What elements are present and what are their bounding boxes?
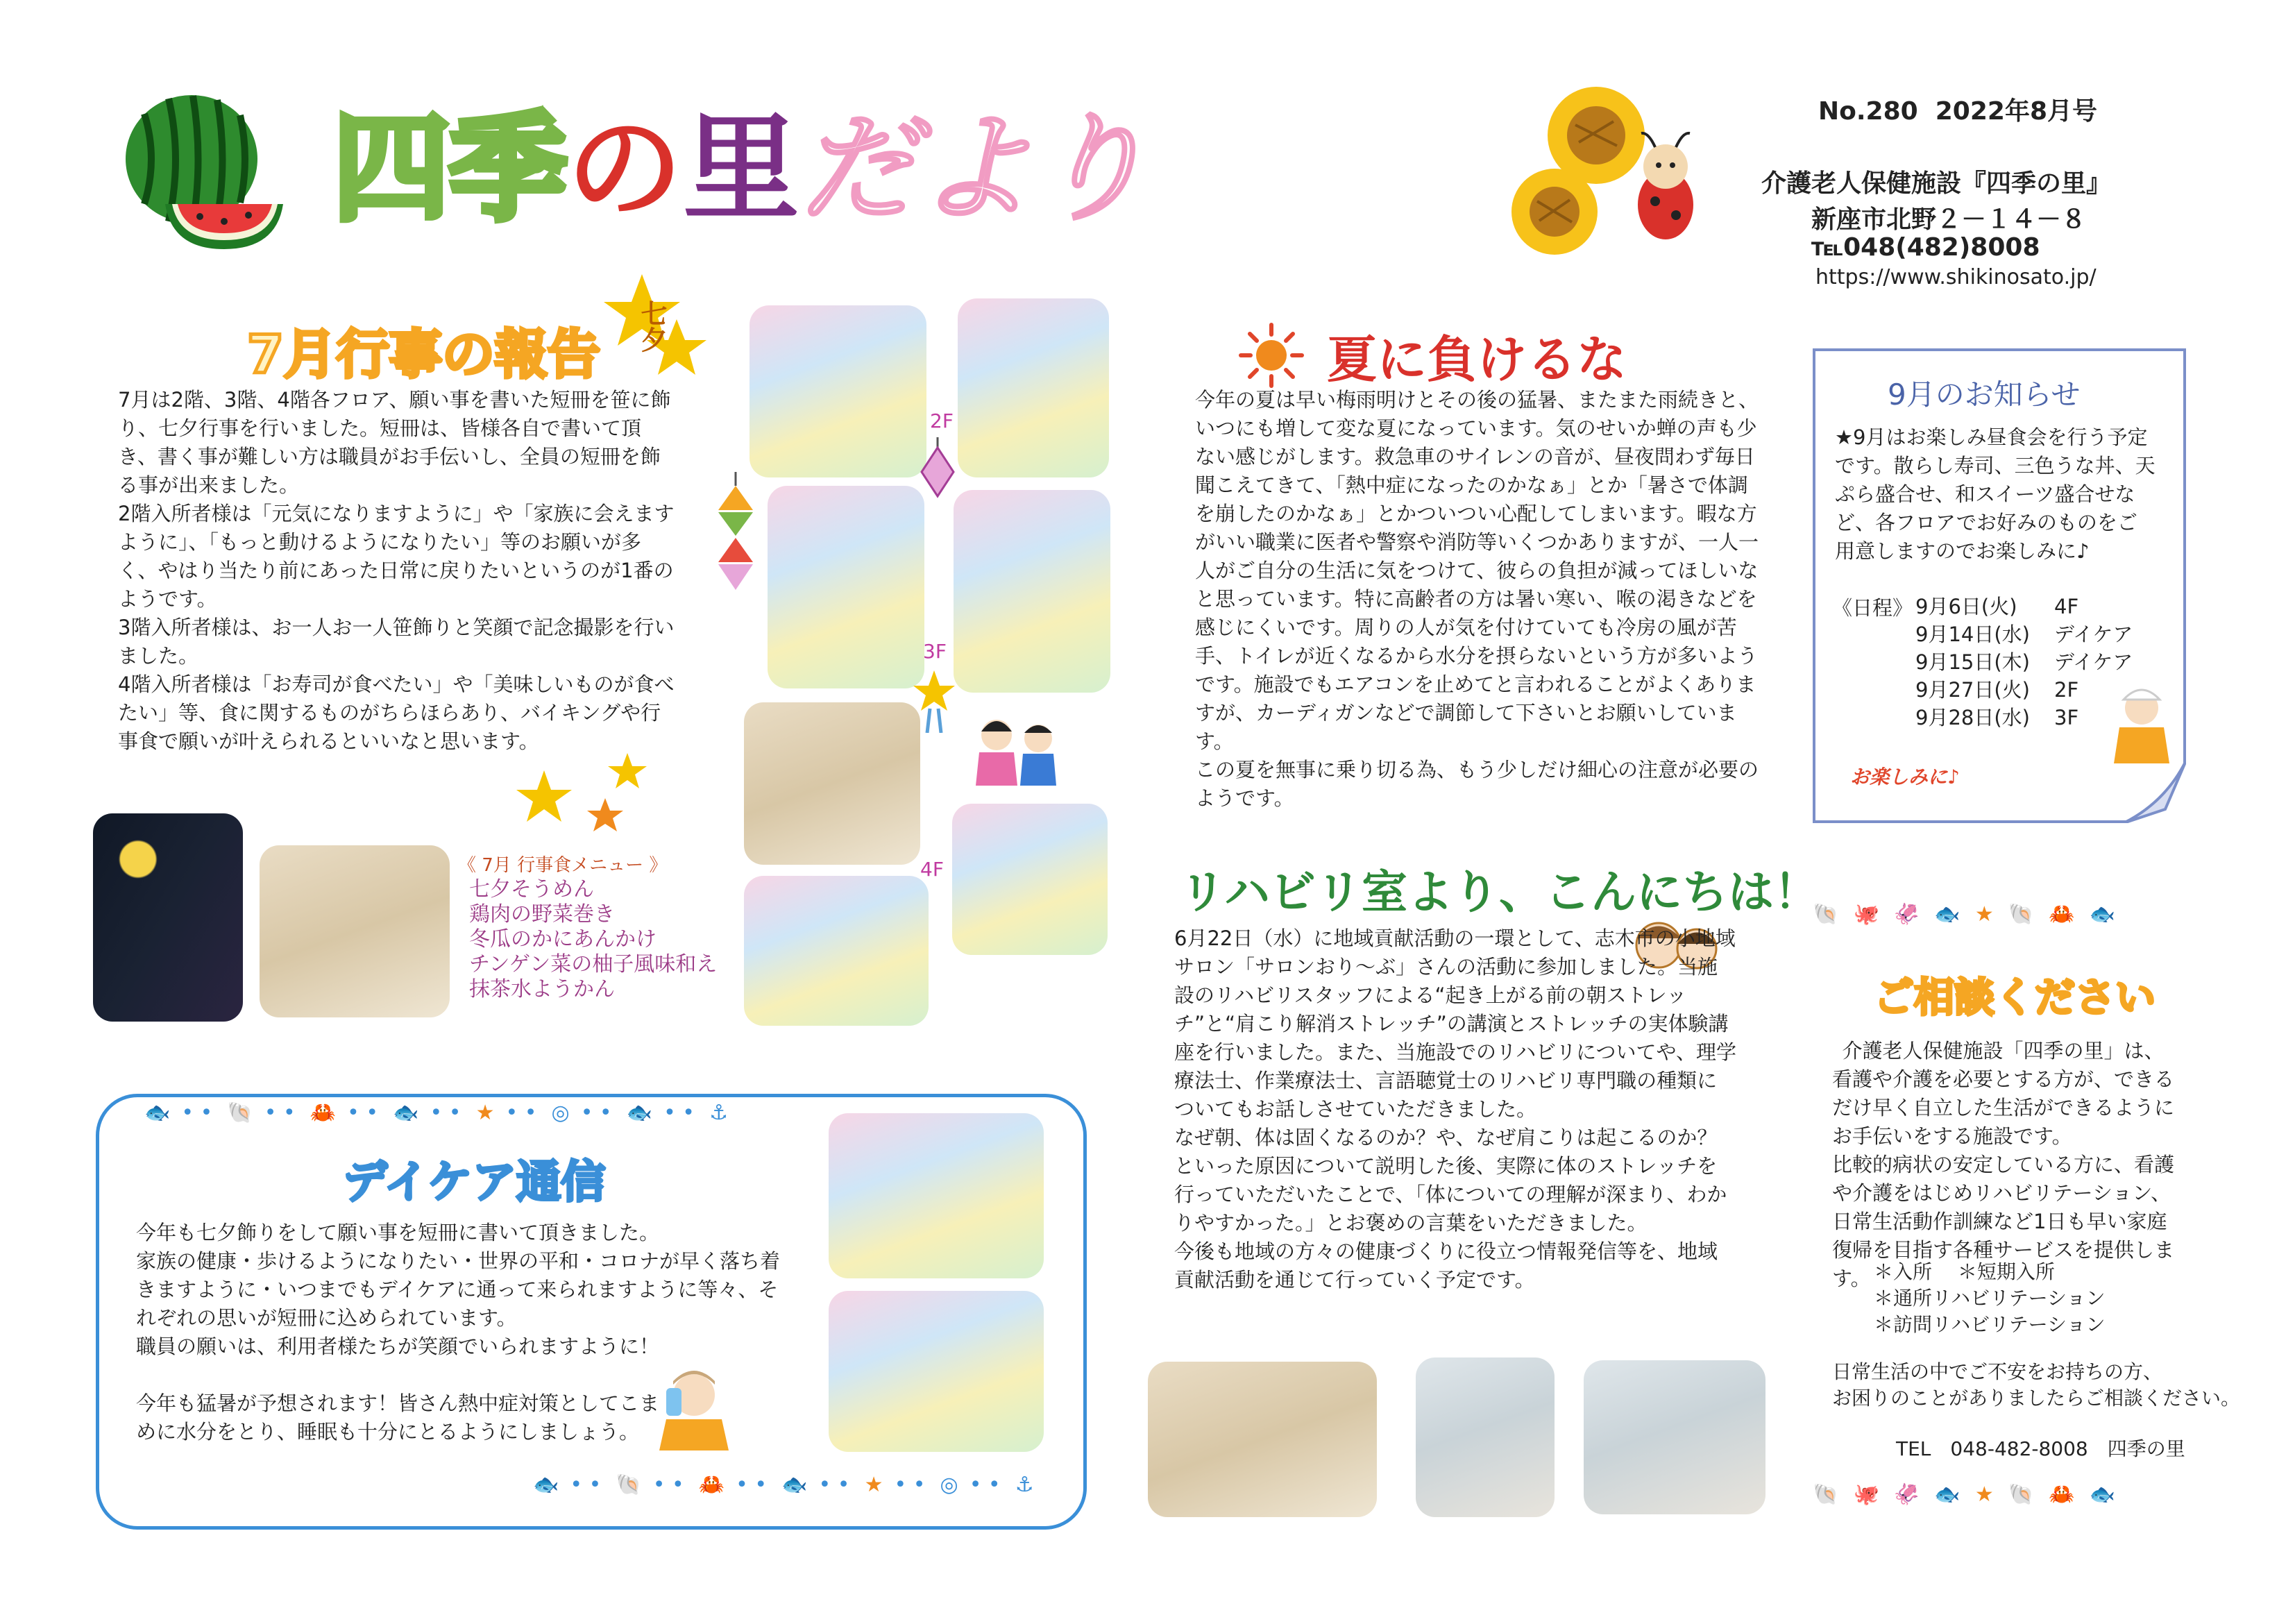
ornament-icon xyxy=(715,472,756,597)
rehab-paragraph: 今後も地域の方々の健康づくりに役立つ情報発信等を、地域貢献活動を通じて行っていく予定です。 xyxy=(1174,1240,1718,1292)
crab-icon: 🦀 xyxy=(2049,1482,2075,1507)
chef-illustration xyxy=(2107,680,2176,763)
daycare-paragraph: 今年も猛暑が予想されます！皆さん熱中症対策としてこまめに水分をとり、睡眠も十分にとるようにしましょう。 xyxy=(136,1392,660,1444)
menu-item: 鶏肉の野菜巻き xyxy=(469,902,615,927)
consult-contact: TEL 048-482-8008 四季の里 xyxy=(1896,1437,2185,1460)
title-dayori: だより xyxy=(799,101,1149,237)
orihime-hikoboshi-icon xyxy=(969,711,1066,787)
facility-name: 介護老人保健施設『四季の里』 xyxy=(1761,169,2112,198)
rehab-paragraph: なぜ朝、体は固くなるのか？や、なぜ肩こりは起こるのか？といった原因について説明した後、実際に体のストレッチを行っていただいたことで、「体についての理解が深まり、わかりやすかった。」とお褒めの言葉をいただきました。 xyxy=(1174,1126,1727,1235)
photo-daycare-tanabata-2 xyxy=(829,1291,1044,1452)
summer-paragraph: この夏を無事に乗り切る為、もう少しだけ細心の注意が必要のようです。 xyxy=(1195,758,1759,810)
drinking-man-illustration xyxy=(645,1360,743,1450)
schedule-row: 9月28日(水) 3F xyxy=(1915,706,2079,729)
facility-address: 新座市北野２－１４－８ xyxy=(1811,205,2087,234)
summer-body xyxy=(1195,386,1764,813)
july-report-paragraph: 2階入所者様は「元気になりますように」や「家族に会えますように」、「もっと動けるようになりたい」等のお願いが多く、やはり当たり前にあった日常に戻りたいというのが1番のようです。 xyxy=(118,502,675,611)
shell-icon: 🐚 xyxy=(2008,1482,2035,1507)
website-link[interactable]: https://www.shikinosato.jp/ xyxy=(1815,265,2097,289)
floor-label-3f: 3F xyxy=(923,640,947,663)
float-ring-icon: ◎ xyxy=(551,1101,570,1125)
shell-icon: 🐚 xyxy=(2008,902,2035,927)
consult-title: ご相談ください xyxy=(1874,974,2156,1021)
octopus-icon: 🐙 xyxy=(1853,902,1879,927)
fish-icon: 🐟 xyxy=(1934,1482,1961,1507)
fish-icon: 🐟 xyxy=(1934,902,1961,927)
fish-icon: 🐟 xyxy=(533,1473,559,1497)
crab-icon: 🦀 xyxy=(698,1473,725,1497)
watermelon-icon xyxy=(117,86,304,253)
september-schedule-label: 《日程》 xyxy=(1832,596,1913,620)
schedule-row: 9月27日(火) 2F xyxy=(1915,678,2079,702)
photo-3f-resident-left xyxy=(768,486,924,688)
menu-item: 七夕そうめん xyxy=(469,877,594,902)
daycare-paragraph: 家族の健康・歩けるようになりたい・世界の平和・コロナが早く落ち着きますように・いつまでもデイケアに通って来られますように等々、それぞれの思いが短冊に込められています。 xyxy=(136,1249,781,1330)
rehab-body xyxy=(1174,924,1736,1294)
consult-paragraph: 比較的病状の安定している方に、看護や介護をはじめリハビリテーション、日常生活動作訓練など1日も早い家庭復帰を目指す各種サービスを提供します。 xyxy=(1832,1153,2175,1290)
anchor-icon: ⚓ xyxy=(709,1101,729,1125)
facility-tel: ℡048(482)8008 xyxy=(1811,233,2040,262)
photo-2f-bamboo-left xyxy=(750,305,926,477)
september-closing: お楽しみに♪ xyxy=(1850,766,1960,788)
menu-item: チンゲン菜の柚子風味和え xyxy=(469,952,718,976)
service-item: ＊入所 ＊短期入所 xyxy=(1874,1260,2055,1283)
floor-label-4f: 4F xyxy=(920,858,944,881)
tanabata-badge-text: 七夕 xyxy=(636,300,667,353)
menu-title: 《 7月 行事食メニュー 》 xyxy=(458,855,668,876)
photo-3f-resident-right xyxy=(954,490,1110,693)
july-report-paragraph: 4階入所者様は「お寿司が食べたい」や「美味しいものが食べたい」等、食に関するものがちらほらあり、バイキングや行事食で願いが叶えられるといいなと思います。 xyxy=(118,673,675,753)
sea-creature-strip-consult-bottom xyxy=(1807,1482,2121,1507)
sunflower-ladybug-illustration xyxy=(1499,83,1728,257)
consult-closing-line: 日常生活の中でご不安をお持ちの方、 xyxy=(1832,1360,2163,1383)
service-item: ＊通所リハビリテーション xyxy=(1874,1287,2106,1310)
photo-2f-bamboo-right xyxy=(958,298,1109,477)
shell-icon: 🐚 xyxy=(1813,902,1839,927)
title-char-2: 季 xyxy=(450,101,566,237)
photo-tanabata-art xyxy=(93,813,243,1022)
schedule-row: 9月15日(木) デイケア xyxy=(1915,650,2133,674)
title-char-4: 里 xyxy=(683,101,799,237)
anchor-icon: ⚓ xyxy=(1015,1473,1034,1497)
photo-event-meal xyxy=(260,845,450,1017)
september-title: 9月のお知らせ xyxy=(1888,378,2081,412)
consult-body xyxy=(1832,1037,2179,1293)
july-report-paragraph: 3階入所者様は、お一人お一人笹飾りと笑顔で記念撮影を行いました。 xyxy=(118,616,675,668)
float-ring-icon: ◎ xyxy=(940,1473,958,1497)
octopus-icon: 🐙 xyxy=(1853,1482,1879,1507)
squid-icon: 🦑 xyxy=(1893,902,1920,927)
menu-list xyxy=(469,877,717,1002)
fish-icon: 🐟 xyxy=(626,1101,653,1125)
consult-closing xyxy=(1832,1359,2240,1412)
photo-daycare-tanabata-1 xyxy=(829,1113,1044,1278)
fish-icon: 🐟 xyxy=(781,1473,808,1497)
july-report-title: 7月行事の報告 xyxy=(247,323,600,385)
summer-title: 夏に負けるな xyxy=(1327,330,1627,389)
service-item: ＊訪問リハビリテーション xyxy=(1874,1313,2106,1336)
newsletter-title xyxy=(333,103,1149,235)
page-curl-icon xyxy=(2124,761,2186,823)
rehab-title: リハビリ室より、こんにちは！ xyxy=(1180,865,1820,919)
daycare-paragraph: 職員の願いは、利用者様たちが笑顔でいられますように！ xyxy=(136,1335,660,1358)
schedule-row: 9月6日(火) 4F xyxy=(1915,595,2079,618)
starfish-icon: ★ xyxy=(1974,902,1994,927)
tanabata-star-badge xyxy=(604,271,708,389)
consult-paragraph: 介護老人保健施設「四季の里」は、看護や介護を必要とする方が、できるだけ早く自立した生活ができるようにお手伝いをする施設です。 xyxy=(1832,1039,2175,1148)
photo-4f-tanzaku-strips xyxy=(744,876,929,1026)
daycare-paragraph: 今年も七夕飾りをして願い事を短冊に書いて頂きました。 xyxy=(136,1221,660,1244)
crab-icon: 🦀 xyxy=(310,1101,337,1125)
menu-item: 抹茶水ようかん xyxy=(469,977,615,1001)
crab-icon: 🦀 xyxy=(2049,902,2075,927)
shell-icon: 🐚 xyxy=(1813,1482,1839,1507)
title-char-3: の xyxy=(566,101,683,237)
july-report-paragraph: 7月は2階、3階、4階各フロア、願い事を書いた短冊を笹に飾り、七夕行事を行いました。短冊は、皆様各自で書いて頂き、書く事が難しい方は職員がお手伝いし、全員の短冊を飾る事が出来ました。 xyxy=(118,388,671,497)
starfish-icon: ★ xyxy=(1974,1482,1994,1507)
shell-icon: 🐚 xyxy=(227,1101,253,1125)
starfish-icon: ★ xyxy=(475,1101,495,1125)
photo-4f-resident xyxy=(952,804,1108,955)
photo-rehab-session-1 xyxy=(1148,1362,1377,1517)
sea-creature-strip-bottom: 🐟 • • 🐚 • • 🦀 • • 🐟 • • ★ • • ◎ • • ⚓ xyxy=(533,1473,1034,1497)
photo-rehab-session-3 xyxy=(1584,1360,1765,1514)
floor-label-2f: 2F xyxy=(930,409,954,432)
shell-icon: 🐚 xyxy=(616,1473,642,1497)
fish-icon: 🐟 xyxy=(2089,902,2116,927)
sun-icon xyxy=(1238,322,1305,389)
fish-icon: 🐟 xyxy=(2089,1482,2116,1507)
decorative-stars xyxy=(516,750,648,840)
photo-rehab-session-2 xyxy=(1416,1357,1555,1517)
july-report-body xyxy=(118,386,680,756)
issue-number: No.280 2022年8月号 xyxy=(1818,97,2097,126)
fish-icon: 🐟 xyxy=(144,1101,171,1125)
sea-creature-strip-consult-top xyxy=(1807,902,2121,927)
photo-4f-dining-room xyxy=(744,702,920,865)
title-char-1: 四 xyxy=(333,101,450,237)
daycare-title: デイケア通信 xyxy=(343,1157,606,1208)
summer-paragraph: 今年の夏は早い梅雨明けとその後の猛暑、またまた雨続きと、いつにも増して変な夏になっています。気のせいか蝉の声も少ない感じがします。救急車のサイレンの音が、昼夜問わず毎日聞こえてきて、「熱中症になったのかなぁ」とか「暑さで体調を崩したのかなぁ」とかついつい心配してしまいます。暇な方がいい職業に医者や警察や消防等いくつかありますが、一人一人がご自分の生活に気をつけて、彼らの負担が減ってほしいなと思っています。特に高齢者の方は暑い寒い、喉の渇きなどを感じにくいです。周りの人が気を付けていても冷房の風が苦手、トイレが近くなるから水分を摂らないという方が多いようです。施設でもエアコンを止めてと言われることがよくありますが、カーディガンなどで調節して下さいとお願いしています。 xyxy=(1195,388,1759,753)
september-schedule xyxy=(1915,593,2133,731)
consult-services xyxy=(1874,1259,2105,1338)
schedule-row: 9月14日(水) デイケア xyxy=(1915,623,2133,646)
rehab-paragraph: 6月22日（水）に地域貢献活動の一環として、志木市の小地域サロン「サロンおり～ぶ」さんの活動に参加しました。当施設のリハビリスタッフによる“起き上がる前の朝ストレッチ”と“肩こり解消ストレッチ”の講演とストレッチの実体験講座を行いました。また、当施設でのリハビリについてや、理学療法士、作業療法士、言語聴覚士のリハビリ専門職の種類についてもお話しさせていただきました。 xyxy=(1174,927,1736,1121)
lantern-icon xyxy=(920,437,955,500)
september-text: ★9月はお楽しみ昼食会を行う予定です。散らし寿司、三色うな丼、天ぷら盛合せ、和スイーツ盛合せなど、各フロアでお好みのものをご用意しますのでお楽しみに♪ xyxy=(1835,425,2156,563)
fish-icon: 🐟 xyxy=(393,1101,419,1125)
consult-closing-line: お困りのことがありましたらご相談ください。 xyxy=(1832,1387,2241,1410)
menu-item: 冬瓜のかにあんかけ xyxy=(469,927,657,951)
starfish-icon: ★ xyxy=(864,1473,883,1497)
squid-icon: 🦑 xyxy=(1893,1482,1920,1507)
sea-creature-strip-top: 🐟 • • 🐚 • • 🦀 • • 🐟 • • ★ • • ◎ • • 🐟 • • ⚓ xyxy=(144,1101,729,1125)
